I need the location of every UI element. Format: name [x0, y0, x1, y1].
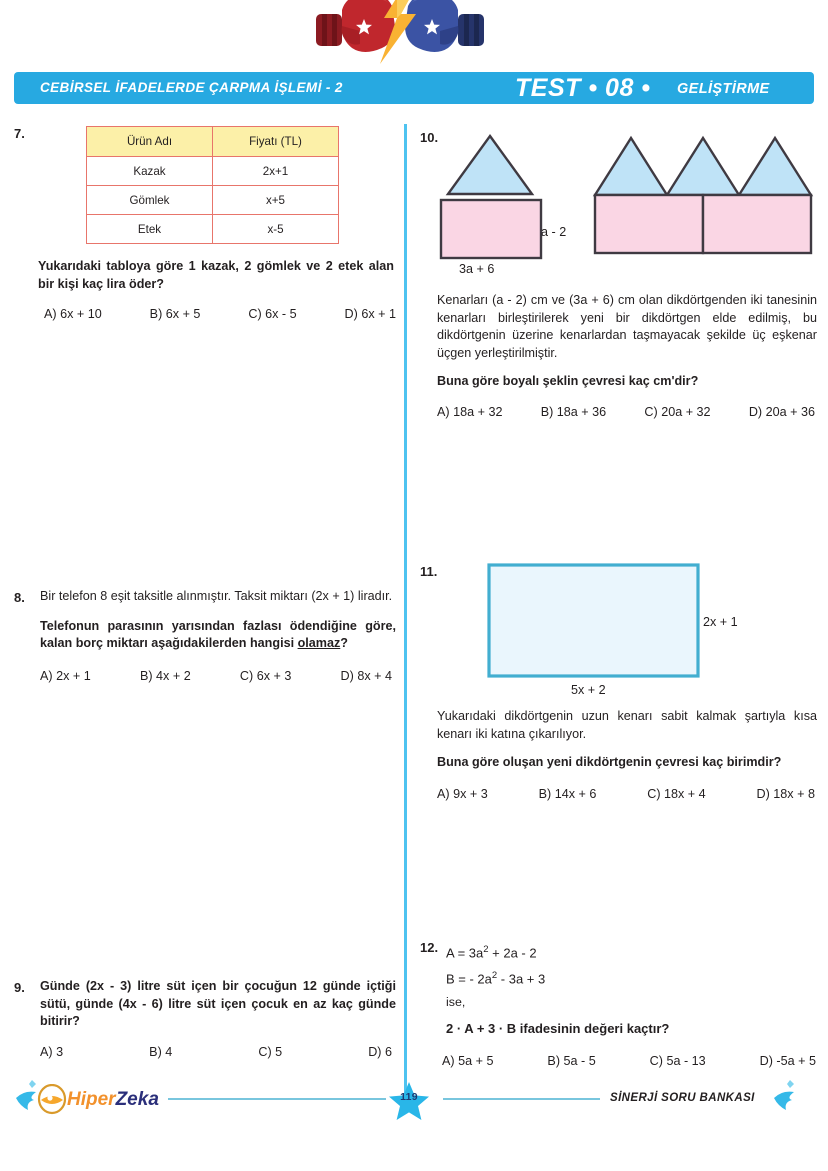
table-cell-price: x+5 [213, 186, 339, 215]
pink-rectangle-right-shape [703, 195, 811, 253]
question-10-option-d[interactable]: D) 20a + 36 [748, 404, 815, 419]
question-12-option-a[interactable]: A) 5a + 5 [442, 1053, 494, 1068]
pink-rectangle-shape [441, 200, 541, 258]
question-9-number: 9. [14, 980, 25, 995]
question-12-option-b[interactable]: B) 5a - 5 [547, 1053, 596, 1068]
blue-rectangle-shape [489, 565, 698, 676]
question-9-options [40, 1045, 392, 1059]
header-topic-title: CEBİRSEL İFADELERDE ÇARPMA İŞLEMİ - 2 [40, 80, 343, 95]
question-8-prompt-part1: Telefonun parasının yarısından fazlası ödendiğine göre, kalan borç miktarı aşağıdakilerden hangisi [40, 618, 396, 651]
triangle-3-shape [739, 138, 811, 195]
question-12-option-d[interactable]: D) -5a + 5 [759, 1053, 816, 1068]
question-10-single-figure [436, 132, 556, 262]
table-row [87, 215, 339, 244]
question-11-rectangle-figure [486, 562, 708, 682]
question-10-option-a[interactable]: A) 18a + 32 [437, 404, 503, 419]
question-8-prompt-part2: ? [340, 636, 348, 651]
question-11-option-a[interactable]: A) 9x + 3 [437, 786, 488, 801]
question-11-intro: Yukarıdaki dikdörtgenin uzun kenarı sabit kalmak şartıyla kısa kenarı iki katına çıkarılıyor. [437, 709, 817, 741]
question-9-option-b[interactable]: B) 4 [149, 1044, 173, 1059]
question-9-prompt: Günde (2x - 3) litre süt içen bir çocuğun 12 günde içtiği sütü, günde (4x - 6) litre süt içen çocuk en az kaç günde bitirir? [40, 979, 396, 1029]
question-12-prompt: 2 · A + 3 · B ifadesinin değeri kaçtır? [446, 1020, 670, 1036]
question-12-a-lead: A = 3a [446, 945, 484, 961]
question-11-width-label: 5x + 2 [571, 683, 606, 697]
brand-name-first: Hiper [67, 1089, 116, 1110]
question-7-body [38, 126, 396, 322]
question-12-expression-a [446, 938, 820, 964]
brand-wordmark [67, 1089, 159, 1111]
question-10-number: 10. [420, 130, 439, 145]
question-8-prompt [40, 618, 396, 653]
question-10-width-label: 3a + 6 [459, 262, 495, 276]
question-10-body [437, 292, 817, 419]
pink-rectangle-left-shape [595, 195, 703, 253]
question-10-height-label: a - 2 [541, 225, 567, 239]
question-11-body [437, 708, 817, 801]
question-12-ise-text: ise, [446, 994, 466, 1009]
header-test-label: TEST • 08 • [515, 74, 651, 102]
boxing-gloves-icon [298, 0, 502, 64]
question-7-option-b[interactable]: B) 6x + 5 [149, 307, 201, 322]
equilateral-triangle-shape [448, 136, 532, 194]
table-cell-product: Gömlek [87, 186, 213, 215]
table-cell-price: x-5 [213, 215, 339, 244]
question-11-option-b[interactable]: B) 14x + 6 [538, 786, 597, 801]
footer-rule-right [443, 1098, 600, 1100]
publisher-name: SİNERJİ SORU BANKASI [610, 1092, 755, 1104]
question-10-option-c[interactable]: C) 20a + 32 [644, 404, 711, 419]
question-11-options [437, 787, 815, 801]
question-12-a-tail: + 2a - 2 [488, 945, 537, 961]
question-10-prompt: Buna göre boyalı şeklin çevresi kaç cm'dir? [437, 374, 699, 389]
question-10-combined-figure [592, 132, 824, 262]
column-divider [404, 124, 407, 1094]
question-12-options [442, 1054, 816, 1068]
question-7-number: 7. [14, 126, 25, 141]
question-8-prompt-underlined: olamaz [297, 636, 341, 651]
question-12-number: 12. [420, 940, 439, 955]
product-price-table [86, 126, 339, 244]
question-11-prompt: Buna göre oluşan yeni dikdörtgenin çevresi kaç birimdir? [437, 755, 782, 770]
header-banner [14, 72, 814, 104]
bird-logo-right-icon [772, 1078, 804, 1116]
table-cell-product: Kazak [87, 157, 213, 186]
triangle-1-shape [595, 138, 667, 195]
question-7-option-c[interactable]: C) 6x - 5 [248, 307, 297, 322]
question-12-b-lead: B = - 2a [446, 971, 492, 987]
question-10-options [437, 405, 815, 419]
question-11-option-d[interactable]: D) 18x + 8 [756, 786, 815, 801]
page-number: 119 [400, 1091, 418, 1103]
question-12-body [442, 938, 820, 1068]
question-7-prompt: Yukarıdaki tabloya göre 1 kazak, 2 gömlek ve 2 etek alan bir kişi kaç lira öder? [38, 259, 394, 291]
table-cell-price: 2x+1 [213, 157, 339, 186]
question-12-expression-b [446, 964, 820, 990]
question-8-intro: Bir telefon 8 eşit taksitle alınmıştır. Taksit miktarı (2x + 1) liradır. [40, 589, 393, 603]
question-9-option-a[interactable]: A) 3 [40, 1044, 64, 1059]
question-10-intro: Kenarları (a - 2) cm ve (3a + 6) cm olan dikdörtgenden iki tanesinin kenarları birleştirilerek yeni bir dikdörtgen elde edilmiş, bu dikdörtgenin üzerine kenarlardan taşmayacak şekilde üç eşkenar üçgen yerleştirilmiştir. [437, 293, 817, 360]
table-row [87, 157, 339, 186]
table-header-row [87, 127, 339, 157]
table-header-product: Ürün Adı [87, 127, 213, 157]
question-8-option-b[interactable]: B) 4x + 2 [139, 668, 191, 683]
question-9-option-c[interactable]: C) 5 [258, 1044, 283, 1059]
question-11-option-c[interactable]: C) 18x + 4 [647, 786, 706, 801]
question-11-height-label: 2x + 1 [703, 615, 738, 629]
question-8-option-a[interactable]: A) 2x + 1 [40, 668, 91, 683]
question-8-number: 8. [14, 590, 25, 605]
brand-name-second: Zeka [115, 1089, 159, 1110]
table-row [87, 186, 339, 215]
table-header-price: Fiyatı (TL) [213, 127, 339, 157]
footer-rule-left [168, 1098, 386, 1100]
question-7-options [44, 307, 396, 321]
table-cell-product: Etek [87, 215, 213, 244]
question-12-b-tail: - 3a + 3 [497, 971, 546, 987]
question-10-option-b[interactable]: B) 18a + 36 [540, 404, 607, 419]
question-7-option-a[interactable]: A) 6x + 10 [44, 307, 102, 322]
question-8-option-c[interactable]: C) 6x + 3 [239, 668, 292, 683]
question-8-options [40, 669, 392, 683]
question-12-option-c[interactable]: C) 5a - 13 [649, 1053, 706, 1068]
question-8-body [40, 588, 396, 683]
question-12-b-exponent: 2 [491, 970, 498, 982]
question-7-option-d[interactable]: D) 6x + 1 [344, 307, 396, 322]
header-level-label: GELİŞTİRME [677, 81, 770, 97]
question-9-option-d[interactable]: D) 6 [368, 1044, 392, 1059]
question-11-number: 11. [420, 564, 438, 579]
triangle-2-shape [667, 138, 739, 195]
question-12-a-exponent: 2 [483, 944, 489, 955]
question-8-option-d[interactable]: D) 8x + 4 [340, 668, 392, 683]
question-9-body [40, 978, 396, 1059]
